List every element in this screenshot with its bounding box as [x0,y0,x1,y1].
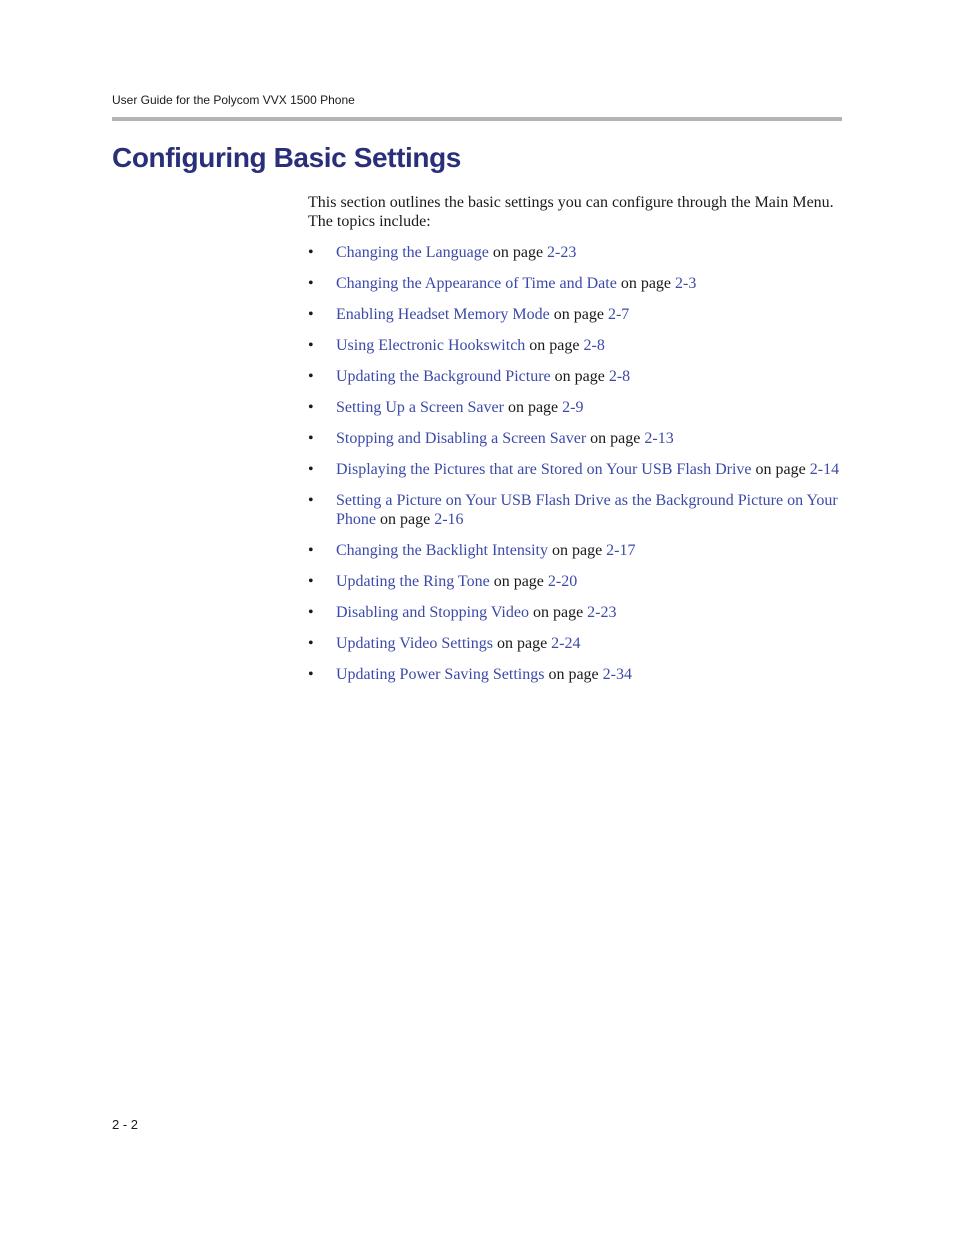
bullet-icon: • [308,337,314,354]
page-ref-link[interactable]: 2-20 [547,573,578,590]
topic-link[interactable]: Enabling Headset Memory Mode [336,306,550,323]
page-ref-link[interactable]: 2-8 [583,337,605,354]
page-ref-text: on page [376,511,435,528]
page-ref-link[interactable]: 2-24 [551,635,581,652]
bullet-icon: • [308,306,314,323]
bullet-icon: • [308,666,314,683]
list-item [308,336,848,355]
page-ref-link[interactable]: 2-3 [675,275,697,292]
bullet-icon: • [308,399,314,416]
list-item [308,429,848,448]
topic-link[interactable]: Disabling and Stopping Video [336,604,529,621]
bullet-icon: • [308,244,314,261]
list-item [308,460,848,479]
topic-link[interactable]: Updating Power Saving Settings [336,666,545,683]
page-ref-text: on page [586,430,645,447]
page-ref-link[interactable]: 2-23 [587,604,617,621]
page-ref-text: on page [751,461,810,478]
page-ref-link[interactable]: 2-17 [606,542,636,559]
page-ref-link[interactable]: 2-13 [644,430,674,447]
list-item [308,572,848,591]
page-ref-link[interactable]: 2-7 [607,306,630,323]
list-item [308,603,848,622]
bullet-icon: • [308,275,314,292]
page-ref-text: on page [528,604,588,621]
topic-link[interactable]: Changing the Backlight Intensity [336,542,548,559]
list-item [308,305,848,324]
topic-link[interactable]: Setting Up a Screen Saver [336,399,504,416]
bullet-icon: • [308,368,314,385]
list-item [308,243,848,262]
section-body [308,193,848,696]
list-item [308,274,848,293]
topic-list [308,243,848,684]
page-ref-text: on page [492,635,552,652]
list-item [308,367,848,386]
topic-link[interactable]: Changing the Appearance of Time and Date [336,275,617,292]
page-ref-text: on page [525,337,584,354]
bullet-icon: • [308,430,314,447]
topic-link[interactable]: Updating the Background Picture [336,368,551,385]
page-ref-text: on page [489,573,548,590]
topic-link[interactable]: Stopping and Disabling a Screen Saver [336,430,587,447]
topic-link[interactable]: Updating Video Settings [336,635,493,652]
page-ref-link[interactable]: 2-23 [547,244,577,261]
page-ref-text: on page [616,275,676,292]
page-ref-text: on page [549,306,608,323]
list-item [308,541,848,560]
header-rule [112,117,842,121]
page-ref-text: on page [547,542,607,559]
topic-link[interactable]: Using Electronic Hookswitch [336,337,526,354]
bullet-icon: • [308,604,314,621]
topic-link[interactable]: Updating the Ring Tone [336,573,490,590]
bullet-icon: • [308,542,314,559]
page-ref-link[interactable]: 2-9 [562,399,584,416]
list-item [308,634,848,653]
page-number: 2 - 2 [112,1117,139,1132]
bullet-icon: • [308,573,314,590]
bullet-icon: • [308,635,314,652]
page-ref-text: on page [544,666,603,683]
topic-link[interactable]: Setting a Picture on Your USB Flash Drive as the Background Picture on Your Phone [336,492,838,528]
page-ref-link[interactable]: 2-34 [602,666,632,683]
bullet-icon: • [308,461,314,478]
bullet-icon: • [308,492,314,509]
list-item [308,665,848,684]
running-header: User Guide for the Polycom VVX 1500 Phone [112,93,355,107]
list-item [308,398,848,417]
page-title: Configuring Basic Settings [112,142,461,173]
list-item [308,491,848,529]
page-ref-text: on page [550,368,609,385]
page-ref-text: on page [488,244,548,261]
page-ref-link[interactable]: 2-16 [434,511,464,528]
page-ref-link[interactable]: 2-8 [608,368,631,385]
page-ref-link[interactable]: 2-14 [809,461,840,478]
topic-link[interactable]: Displaying the Pictures that are Stored on Your USB Flash Drive [336,461,752,478]
topic-link[interactable]: Changing the Language [336,244,489,261]
intro-paragraph: This section outlines the basic settings you can configure through the Main Menu. The topics include: [308,194,834,230]
page-ref-text: on page [503,399,563,416]
